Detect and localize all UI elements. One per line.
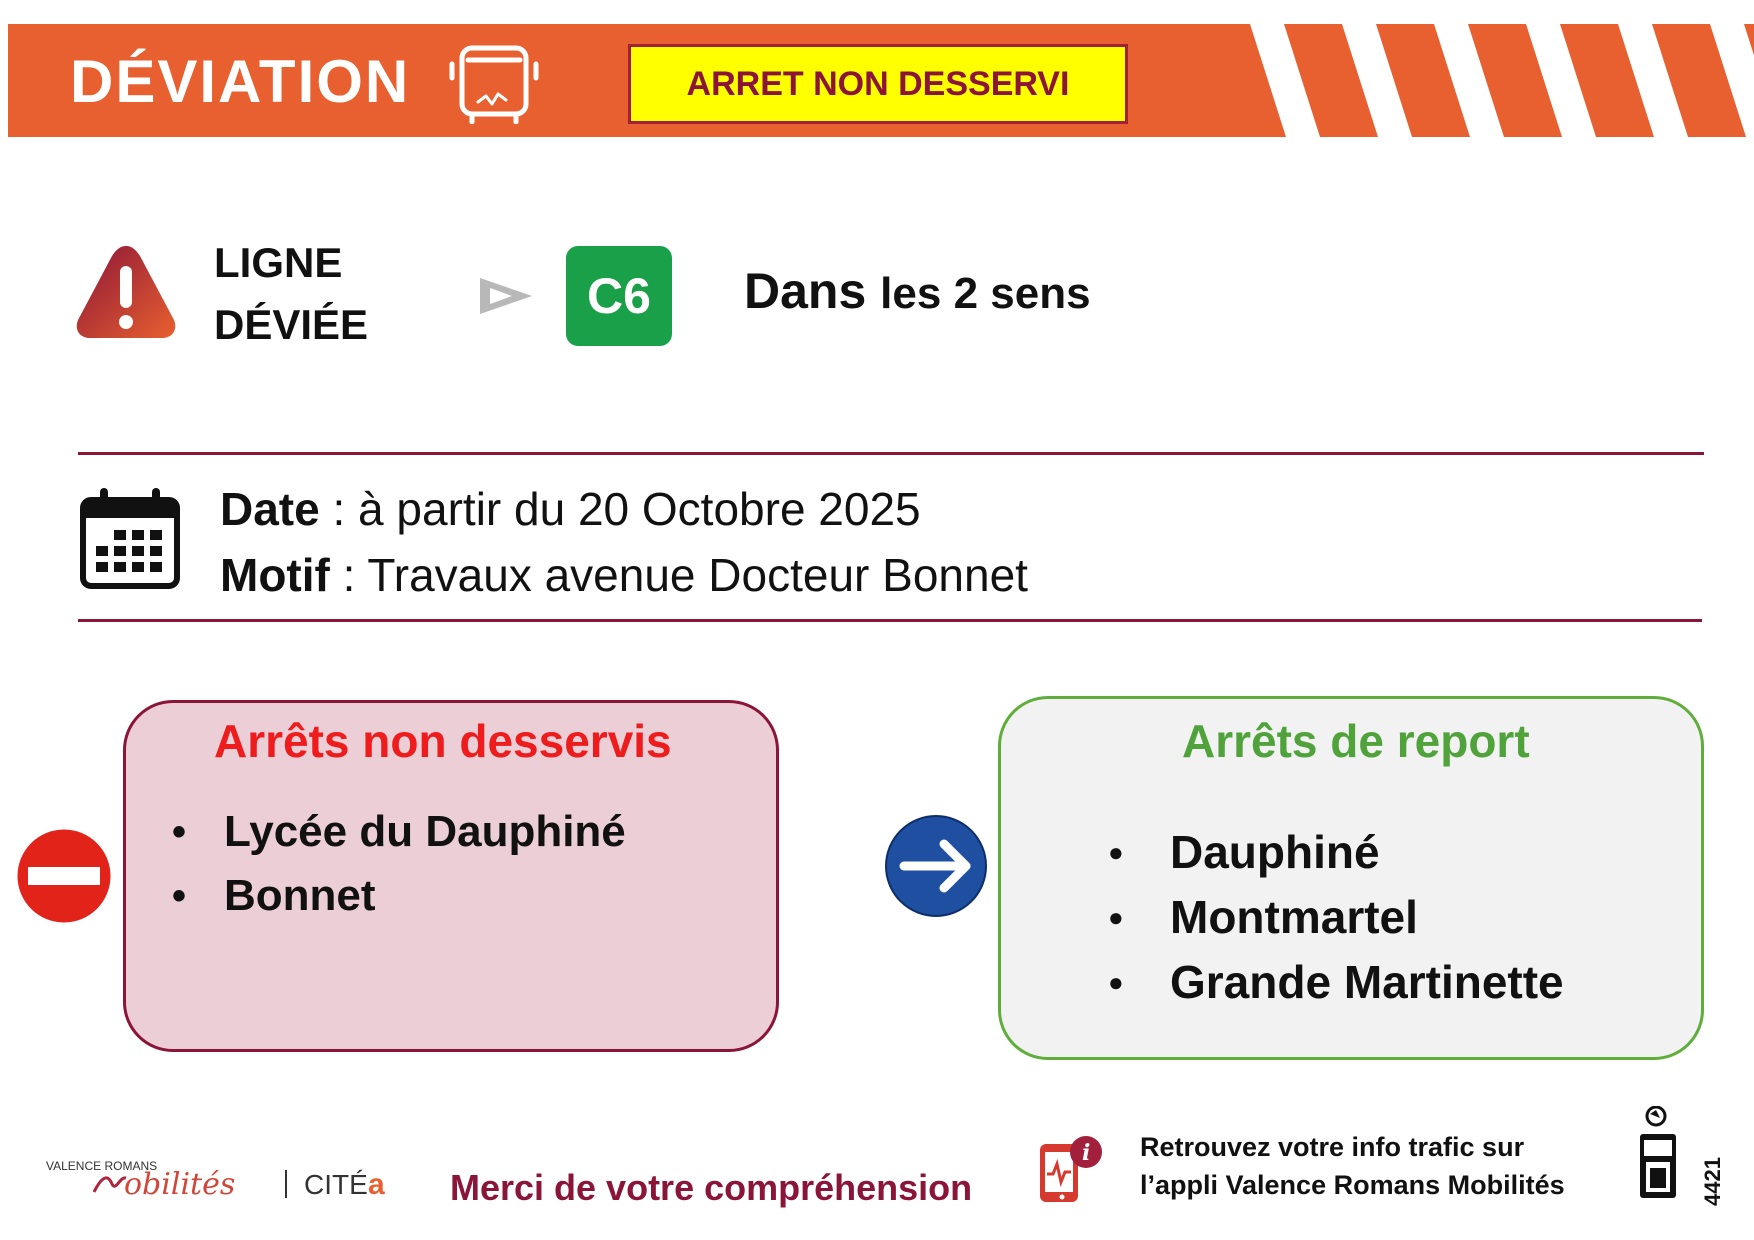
header-banner (8, 24, 1754, 137)
merci-text: Merci de votre compréhension (450, 1167, 973, 1208)
date-label: Date (220, 483, 320, 535)
recycle-bin-icon (1634, 1106, 1682, 1202)
motif-value: : Travaux avenue Docteur Bonnet (329, 549, 1028, 601)
ligne-label-line2: DÉVIÉE (214, 301, 369, 348)
document-code: 4421 (1700, 1157, 1725, 1206)
warning-stripes (1240, 24, 1754, 137)
motif-row (220, 549, 1028, 601)
direction-rest: les 2 sens (880, 269, 1091, 318)
date-value: : à partir du 20 Octobre 2025 (319, 483, 921, 535)
valence-romans-citea-logo (46, 1156, 416, 1206)
svg-text:a: a (368, 1168, 385, 1201)
divider-top (78, 452, 1704, 455)
non-desservis-list (172, 800, 626, 928)
non-desservis-title: Arrêts non desservis (214, 715, 672, 767)
svg-text:VALENCE ROMANS: VALENCE ROMANS (46, 1159, 158, 1173)
play-arrow-icon (478, 276, 534, 316)
ligne-deviee-label (214, 232, 368, 356)
date-row (220, 483, 921, 535)
svg-text:obilités: obilités (124, 1167, 236, 1202)
header-title: DÉVIATION (70, 48, 411, 115)
app-info-line1: Retrouvez votre info trafic sur (1140, 1132, 1525, 1162)
line-badge: C6 (566, 246, 672, 346)
direction-main: Dans (744, 263, 867, 319)
svg-text:CITÉ: CITÉ (304, 1169, 368, 1200)
app-info-line2: l’appli Valence Romans Mobilités (1140, 1170, 1565, 1200)
direction-text (744, 263, 1091, 319)
list-item: ● Dauphiné (1108, 820, 1564, 885)
calendar-icon (80, 488, 180, 590)
list-item: • Bonnet (172, 864, 626, 928)
bus-icon (448, 42, 540, 124)
ligne-label-line1: LIGNE (214, 239, 343, 286)
list-item: ● Montmartel (1108, 885, 1564, 950)
report-title: Arrêts de report (1182, 715, 1530, 767)
app-info-text (1140, 1128, 1565, 1204)
non-desservi-banner: ARRET NON DESSERVI (628, 44, 1128, 124)
no-entry-icon (14, 826, 114, 926)
direction-right-icon (880, 810, 992, 922)
report-list (1108, 820, 1564, 1015)
svg-text:i: i (1082, 1140, 1091, 1166)
motif-label: Motif (220, 549, 330, 601)
list-item: ● Grande Martinette (1108, 950, 1564, 1015)
warning-icon (74, 242, 178, 342)
list-item: • Lycée du Dauphiné (172, 800, 626, 864)
divider-bottom (78, 619, 1702, 622)
phone-info-icon (1036, 1134, 1104, 1204)
